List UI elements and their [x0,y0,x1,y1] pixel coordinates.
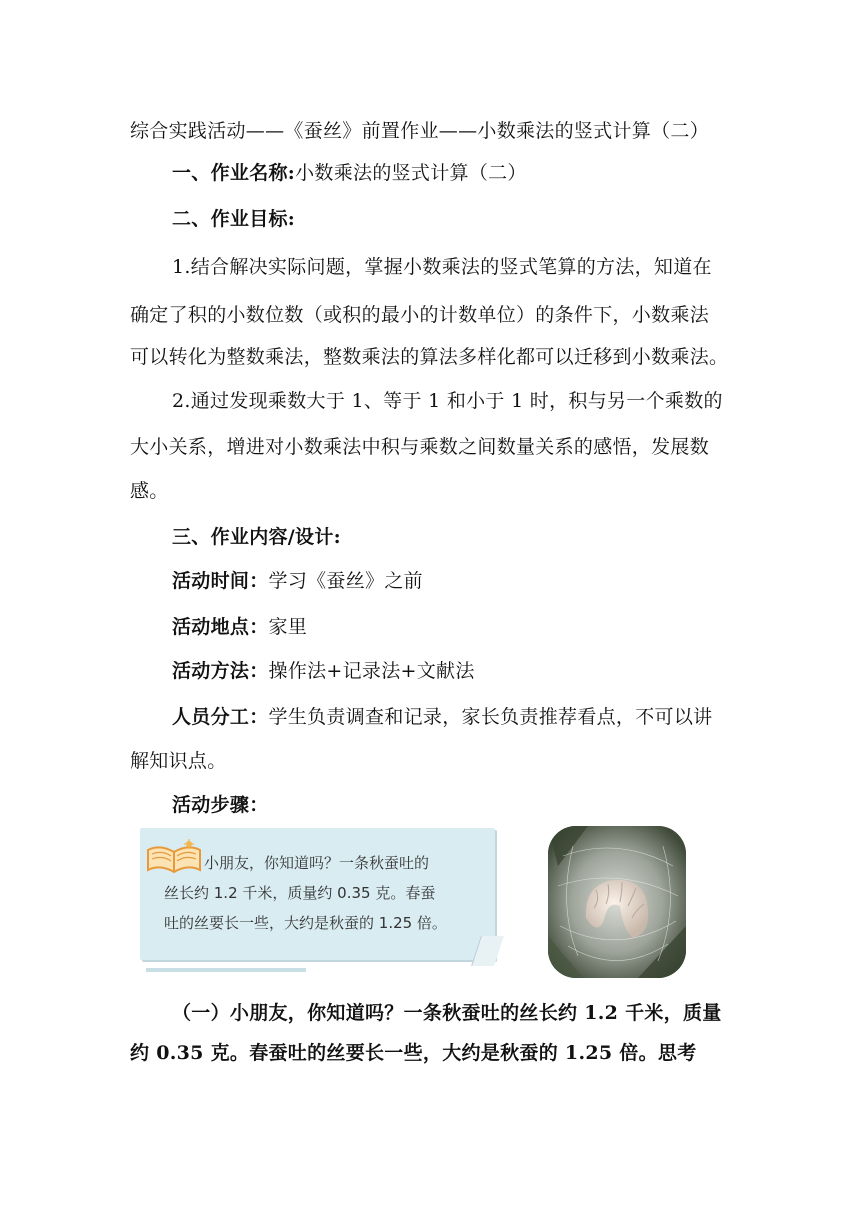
section-goal-heading: 二、作业目标: [172,208,296,230]
activity-staff [172,704,782,730]
callout-line-2: 丝长约 1.2 千米，质量约 0.35 克。春蚕 [164,884,436,902]
activity-staff-value: 学生负责调查和记录，家长负责推荐看点，不可以讲 [268,706,713,728]
activity-time-value: 学习《蚕丝》之前 [268,570,423,592]
activity-place [172,614,782,640]
callout-line-1: 小朋友，你知道吗？一条秋蚕吐的 [204,854,430,872]
goal1-line-3: 可以转化为整数乘法，整数乘法的算法多样化都可以迁移到小数乘法。 [130,346,729,368]
question-line-2: 约 0.35 克。春蚕吐的丝要长一些，大约是秋蚕的 1.25 倍。思考 [130,1042,697,1064]
goal1-line-1: 1.结合解决实际问题，掌握小数乘法的竖式笔算的方法，知道在 [172,256,712,278]
activity-place-value: 家里 [268,616,308,638]
activity-method-value: 操作法+记录法+文献法 [268,660,475,682]
goal2-line-2: 大小关系，增进对小数乘法中积与乘数之间数量关系的感悟，发展数 [130,436,710,458]
activity-method [172,658,782,684]
activity-staff-line-2: 解知识点。 [130,750,227,772]
goal2-line-1: 2.通过发现乘数大于 1、等于 1 和小于 1 时，积与另一个乘数的 [172,390,723,412]
callout-line-3: 吐的丝要长一些，大约是秋蚕的 1.25 倍。 [164,914,447,932]
section-name-value: 小数乘法的竖式计算（二） [295,162,527,184]
question-line-1: （一）小朋友，你知道吗？一条秋蚕吐的丝长约 1.2 千米，质量 [172,1002,722,1024]
section-name-label: 一、作业名称: [172,162,296,184]
callout-text [164,848,484,938]
activity-time-label: 活动时间： [172,570,269,592]
section-content-heading: 三、作业内容/设计: [172,526,341,548]
goal1-line-2: 确定了积的小数位数（或积的最小的计数单位）的条件下，小数乘法 [130,304,710,326]
activity-method-label: 活动方法： [172,660,269,682]
card-shadow-strip [146,968,306,972]
page-title: 综合实践活动——《蚕丝》前置作业——小数乘法的竖式计算（二） [130,120,710,142]
activity-staff-label: 人员分工： [172,706,269,728]
page-curl-decoration [471,936,504,966]
activity-time [172,568,782,594]
section-name [172,160,782,186]
goal2-line-3: 感。 [130,480,169,502]
silkworm-photo [548,826,686,978]
book-icon [144,838,204,876]
activity-steps-label: 活动步骤： [172,794,269,816]
activity-place-label: 活动地点： [172,616,269,638]
